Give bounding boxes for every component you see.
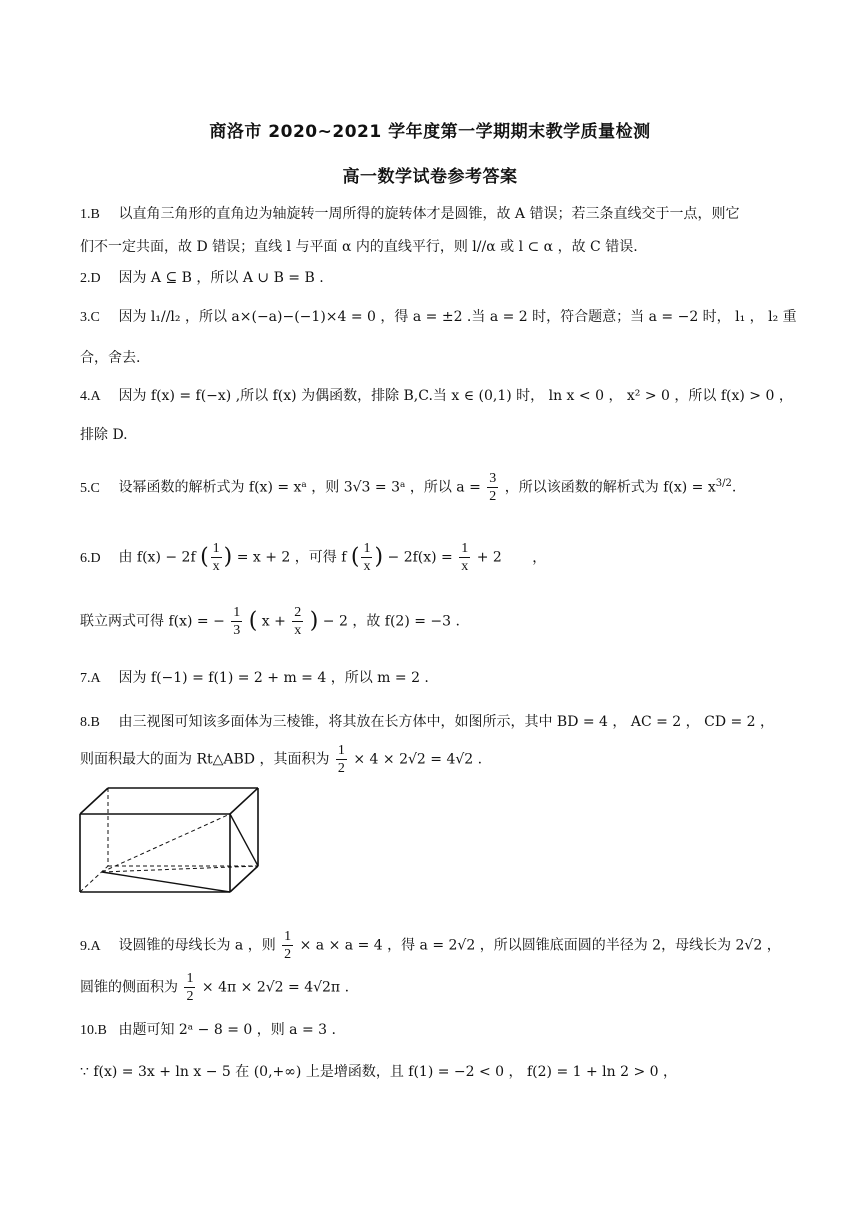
fraction-numerator: 1 — [233, 605, 241, 620]
answer-6-fraction-4 — [231, 604, 242, 639]
answer-3-line-2 — [80, 348, 780, 368]
left-paren-icon: ( — [200, 544, 209, 570]
answer-5 — [80, 470, 780, 505]
answer-6-text-d: + 2 — [476, 549, 502, 566]
edge — [230, 814, 258, 866]
answer-7-text: 因为 f(−1) = f(1) = 2 + m = 4 ，所以 m = 2 . — [118, 670, 429, 686]
document-title: 商洛市 2020~2021 学年度第一学期期末教学质量检测 — [209, 122, 651, 142]
answer-3-text-1: 因为 l₁//l₂ ，所以 a×(−a)−(−1)×4 = 0 ，得 a = ±2 .当 a = 2 时，符合题意；当 a = −2 时， l₁ ， l₂ 重 — [118, 309, 797, 325]
answer-5-number: 5.C — [80, 480, 100, 496]
answer-6-fraction-5 — [292, 604, 303, 639]
answer-5-text-post: ，所以该函数的解析式为 f(x) = x — [504, 479, 716, 496]
fraction-denominator: x — [212, 559, 220, 574]
answer-5-end: . — [731, 479, 737, 496]
fraction-numerator: 1 — [284, 929, 292, 944]
right-paren-icon: ) — [374, 544, 384, 570]
answer-1-line-2 — [80, 237, 780, 257]
fraction-numerator: 1 — [363, 541, 371, 556]
fraction-numerator: 2 — [294, 605, 302, 620]
answer-1-text-2: 们不一定共面，故 D 错误；直线 l 与平面 α 内的直线平行，则 l//α 或 l ⊂ α ，故 C 错误. — [80, 239, 638, 255]
answer-3-text-2: 合，舍去. — [80, 350, 141, 366]
fraction-denominator: 2 — [337, 761, 345, 776]
answer-2 — [80, 268, 780, 289]
answer-6-text-c: − 2f(x) = — [387, 549, 453, 566]
answer-10-line-1 — [80, 1020, 780, 1041]
answer-4-line-1 — [80, 386, 793, 407]
answer-6-number: 6.D — [80, 550, 101, 566]
edge — [80, 788, 108, 814]
fraction-denominator: 2 — [186, 989, 194, 1004]
fraction-denominator: x — [294, 623, 302, 638]
answer-9-fraction-1 — [282, 928, 293, 963]
answer-9-line-2 — [80, 970, 780, 1005]
fraction-numerator: 1 — [212, 541, 220, 556]
answer-4-number: 4.A — [80, 389, 101, 404]
answer-4-text-2: 排除 D. — [80, 427, 128, 443]
edge — [102, 872, 230, 892]
answer-5-exponent: 3/2 — [715, 477, 732, 489]
answer-8-text-2b: × 4 × 2√2 = 4√2 . — [353, 751, 483, 768]
answer-2-text: 因为 A ⊆ B ，所以 A ∪ B = B . — [118, 270, 324, 286]
answer-1-text-1: 以直角三角形的直角边为轴旋转一周所得的旋转体才是圆锥，故 A 错误；若三条直线交于一点，则它 — [118, 206, 740, 222]
answer-9-text-1b: × a × a = 4 ，得 a = 2√2 ，所以圆锥底面圆的半径为 2，母线长为 2√2 ， — [299, 937, 781, 954]
fraction-denominator: 3 — [233, 623, 241, 638]
answer-3-number: 3.C — [80, 310, 100, 325]
answer-7-number: 7.A — [80, 671, 101, 686]
answer-10-text-1: 由题可知 2ᵃ − 8 = 0 ，则 a = 3 . — [118, 1022, 336, 1038]
answer-3-line-1 — [80, 307, 797, 328]
answer-4-line-2 — [80, 425, 780, 445]
right-paren-icon: ) — [223, 544, 233, 570]
answer-6-text-f: 联立两式可得 f(x) = − — [80, 613, 225, 630]
document-subtitle: 高一数学试卷参考答案 — [342, 167, 518, 187]
edge — [230, 866, 258, 892]
answer-6-fraction-1 — [211, 540, 222, 575]
answer-9-text-2a: 圆锥的侧面积为 — [80, 979, 178, 996]
hidden-edge — [102, 814, 230, 872]
answer-5-text-pre: 设幂函数的解析式为 f(x) = xᵃ ，则 3√3 = 3ᵃ ，所以 a = — [118, 479, 481, 496]
answer-10-text-2: ∵ f(x) = 3x + ln x − 5 在 (0,+∞) 上是增函数，且 f(1) = −2 < 0 ， f(2) = 1 + ln 2 > 0 ， — [80, 1064, 678, 1080]
answer-8-text-2a: 则面积最大的面为 Rt△ABD ，其面积为 — [80, 751, 330, 768]
edge — [230, 788, 258, 814]
answer-2-number: 2.D — [80, 271, 101, 286]
hidden-edge — [102, 866, 258, 872]
answer-1-line-1 — [80, 204, 780, 225]
answer-6-text-h: − 2 ，故 f(2) = −3 . — [322, 613, 460, 630]
fraction-numerator: 1 — [337, 743, 345, 758]
answer-9-line-1 — [80, 928, 780, 963]
fraction-denominator: x — [461, 559, 469, 574]
answer-6-text-b: = x + 2 ，可得 f — [236, 549, 347, 566]
answer-9-text-1a: 设圆锥的母线长为 a ，则 — [118, 937, 276, 954]
answer-6-fraction-2 — [361, 540, 372, 575]
fraction-numerator: 1 — [461, 541, 469, 556]
fraction-numerator: 1 — [186, 971, 194, 986]
answer-5-fraction — [487, 470, 498, 505]
answer-6-fraction-3 — [459, 540, 470, 575]
answer-8-fraction — [336, 742, 347, 777]
left-paren-icon: ( — [248, 608, 258, 634]
answer-10-line-2 — [80, 1062, 780, 1082]
answer-6-line-1 — [80, 540, 780, 575]
answer-8-line-2 — [80, 742, 780, 777]
left-paren-icon: ( — [350, 544, 360, 570]
answer-9-text-2b: × 4π × 2√2 = 4√2π . — [201, 979, 350, 996]
answer-8-line-1 — [80, 712, 780, 733]
right-paren-icon: ) — [309, 608, 319, 634]
cuboid-figure — [78, 784, 278, 912]
fraction-numerator: 3 — [489, 471, 497, 486]
fraction-denominator: 2 — [284, 947, 292, 962]
answer-8-text-1: 由三视图可知该多面体为三棱锥，将其放在长方体中，如图所示，其中 BD = 4 ， AC = 2 ， CD = 2 ， — [118, 714, 775, 730]
answer-8-number: 8.B — [80, 715, 100, 730]
fraction-denominator: x — [363, 559, 371, 574]
answer-7 — [80, 668, 780, 689]
fraction-denominator: 2 — [489, 489, 497, 504]
answer-1-number: 1.B — [80, 207, 100, 222]
answer-4-text-1: 因为 f(x) = f(−x) ,所以 f(x) 为偶函数，排除 B,C.当 x ∈ (0,1) 时， ln x < 0 ， x² > 0 ，所以 f(x) > 0 ， — [118, 388, 793, 404]
answer-9-fraction-2 — [184, 970, 195, 1005]
hidden-edge — [80, 866, 108, 892]
answer-9-number: 9.A — [80, 938, 101, 954]
answer-6-text-a: 由 f(x) − 2f — [118, 549, 196, 566]
answer-10-number: 10.B — [80, 1023, 107, 1038]
answer-6-text-e: ， — [532, 549, 547, 566]
answer-6-line-2 — [80, 604, 780, 639]
answer-6-text-g: x + — [261, 613, 286, 630]
